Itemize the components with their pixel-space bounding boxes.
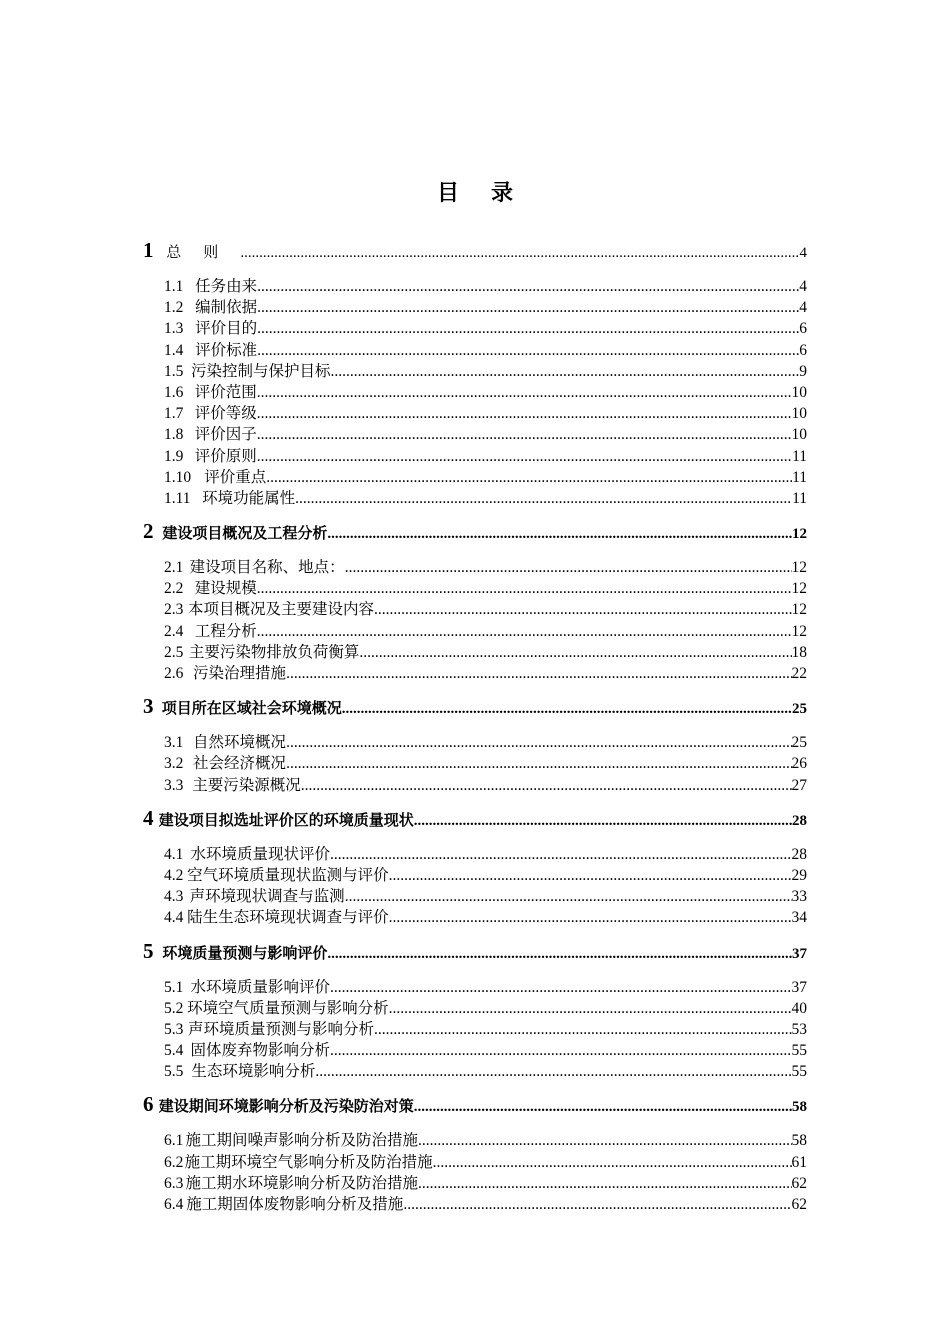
dot-leader (240, 245, 799, 262)
dot-leader (286, 755, 791, 773)
subsection-number: 1.11 (164, 489, 191, 507)
chapter-title: 建设项目概况及工程分析 (162, 524, 328, 543)
subsection-page-number: 40 (791, 999, 807, 1017)
toc-subsection-entry[interactable] (143, 619, 807, 640)
subsection-title: 评价标准 (195, 340, 258, 359)
subsection-number: 6.2 (164, 1153, 184, 1171)
toc-subsection-entry[interactable] (143, 486, 807, 507)
subsection-title: 声环境质量预测与影响分析 (187, 1019, 374, 1038)
dot-leader (433, 1154, 792, 1172)
dot-leader (330, 1042, 791, 1060)
toc-subsection-entry[interactable] (143, 751, 807, 772)
subsection-title: 主要污染物排放负荷衡算 (188, 642, 360, 661)
subsection-number: 1.1 (164, 278, 184, 295)
subsection-number: 6.4 (164, 1196, 184, 1213)
dot-leader (345, 888, 792, 906)
subsection-number: 3.3 (164, 776, 184, 794)
toc-subsection-entry[interactable] (143, 1059, 807, 1080)
toc-subsection-entry[interactable] (143, 359, 807, 380)
subsection-number: 2.1 (164, 559, 184, 577)
subsection-title: 空气环境质量现状监测与评价 (187, 865, 389, 884)
subsection-page-number: 12 (791, 622, 807, 640)
subsection-number: 1.8 (164, 426, 184, 444)
chapter-page-number: 58 (792, 1099, 807, 1116)
subsection-number: 5.2 (164, 999, 184, 1017)
dot-leader (257, 278, 799, 296)
dot-leader (257, 405, 792, 423)
dot-leader (342, 701, 792, 718)
subsection-page-number: 34 (791, 909, 807, 927)
subsection-title: 声环境现状调查与监测 (189, 887, 345, 906)
subsection-title: 生态环境影响分析 (191, 1062, 316, 1081)
chapter-page-number: 25 (792, 701, 807, 718)
toc-subsection-entry[interactable] (143, 996, 807, 1017)
subsection-title: 施工期固体废物影响分析及措施 (186, 1195, 404, 1213)
toc-heading: 目录 (436, 180, 545, 206)
subsection-title: 评价重点 (204, 467, 267, 486)
toc-subsection-entry[interactable] (143, 1017, 807, 1038)
subsection-title: 陆生生态环境现状调查与评价 (187, 908, 389, 927)
table-of-contents (143, 238, 807, 1225)
toc-section (143, 939, 807, 1081)
toc-subsection-entry[interactable] (143, 316, 807, 337)
chapter-page-number: 28 (792, 812, 807, 829)
toc-subsection-entry[interactable] (143, 401, 807, 422)
subsection-page-number: 55 (791, 1063, 807, 1081)
toc-section (143, 806, 807, 927)
chapter-title: 建设项目拟选址评价区的环境质量现状 (158, 810, 414, 829)
dot-leader (257, 299, 799, 317)
chapter-number: 2 (143, 519, 154, 544)
subsection-title: 评价范围 (194, 382, 257, 401)
subsection-title: 施工期间噪声影响分析及防治措施 (185, 1131, 418, 1150)
subsection-title: 环境功能属性 (202, 488, 296, 507)
subsection-page-number: 10 (791, 405, 807, 423)
toc-chapter-entry[interactable] (143, 694, 807, 722)
subsection-title: 固体废弃物影响分析 (190, 1041, 331, 1060)
toc-subsection-entry[interactable] (143, 597, 807, 618)
toc-subsection-entry[interactable] (143, 576, 807, 597)
dot-leader (257, 320, 799, 338)
toc-section (143, 1092, 807, 1213)
toc-subsection-entry[interactable] (143, 380, 807, 401)
dot-leader (266, 469, 792, 487)
subsection-title: 自然环境概况 (193, 733, 287, 752)
toc-subsection-entry[interactable] (143, 905, 807, 926)
subsection-number: 6.1 (164, 1132, 184, 1150)
dot-leader (374, 601, 792, 619)
toc-subsection-entry[interactable] (143, 842, 807, 863)
chapter-number: 4 (143, 805, 154, 830)
subsection-title: 工程分析 (194, 621, 257, 640)
chapter-title: 建设期间环境影响分析及污染防治对策 (158, 1097, 414, 1116)
toc-section (143, 238, 807, 507)
dot-leader (330, 363, 799, 381)
toc-subsection-entry[interactable] (143, 295, 807, 316)
subsection-title: 本项目概况及主要建设内容 (187, 600, 374, 619)
dot-leader (295, 490, 792, 508)
dot-leader (257, 580, 792, 598)
chapter-number: 5 (143, 938, 154, 963)
subsection-title: 评价等级 (194, 404, 257, 423)
subsection-number: 4.3 (164, 888, 184, 906)
chapter-title: 项目所在区域社会环境概况 (161, 699, 342, 718)
dot-leader (257, 426, 792, 444)
subsection-page-number: 29 (791, 866, 807, 884)
subsection-page-number: 12 (791, 580, 807, 598)
subsection-number: 1.2 (164, 299, 184, 317)
toc-chapter-entry[interactable] (143, 238, 807, 266)
subsection-title: 编制依据 (195, 298, 258, 317)
toc-subsection-entry[interactable] (143, 1038, 807, 1059)
subsection-page-number: 4 (799, 299, 807, 317)
dot-leader (257, 384, 792, 402)
chapter-page-number: 4 (799, 245, 807, 261)
chapter-page-number: 37 (792, 945, 807, 962)
subsection-page-number: 25 (791, 734, 807, 752)
subsection-title: 水环境质量影响评价 (190, 977, 331, 996)
subsection-number: 2.2 (164, 580, 184, 598)
chapter-page-number: 12 (792, 526, 807, 543)
toc-subsection-entry[interactable] (143, 1128, 807, 1149)
toc-chapter-entry[interactable] (143, 1092, 807, 1120)
subsection-number: 3.2 (164, 755, 184, 773)
dot-leader (330, 979, 791, 997)
subsection-number: 6.3 (164, 1174, 184, 1192)
subsection-page-number: 12 (791, 559, 807, 577)
subsection-page-number: 58 (791, 1132, 807, 1150)
subsection-number: 1.5 (164, 362, 184, 380)
subsection-page-number: 11 (792, 447, 807, 465)
toc-subsection-entry[interactable] (143, 730, 807, 751)
dot-leader (389, 909, 792, 927)
dot-leader (257, 623, 792, 641)
subsection-title: 社会经济概况 (193, 754, 287, 773)
subsection-page-number: 10 (791, 383, 807, 401)
toc-subsection-entry[interactable] (143, 465, 807, 486)
chapter-title: 环境质量预测与影响评价 (162, 943, 328, 962)
dot-leader (301, 777, 792, 795)
subsection-title: 污染控制与保护目标 (190, 361, 331, 380)
chapter-number: 3 (143, 694, 154, 719)
dot-leader (389, 1000, 792, 1018)
subsection-number: 5.4 (164, 1042, 184, 1060)
toc-subsection-entry[interactable] (143, 863, 807, 884)
subsection-title: 环境空气质量预测与影响分析 (187, 998, 389, 1017)
subsection-number: 2.4 (164, 622, 184, 640)
toc-chapter-entry[interactable] (143, 806, 807, 834)
toc-subsection-entry[interactable] (143, 1150, 807, 1171)
subsection-number: 2.3 (164, 601, 184, 619)
subsection-page-number: 33 (791, 888, 807, 906)
subsection-title: 评价因子 (194, 425, 257, 444)
subsection-page-number: 53 (791, 1020, 807, 1038)
toc-subsection-entry[interactable] (143, 274, 807, 295)
toc-subsection-entry[interactable] (143, 555, 807, 576)
toc-subsection-entry[interactable] (143, 444, 807, 465)
toc-section (143, 519, 807, 682)
subsection-page-number: 62 (791, 1196, 807, 1213)
subsection-page-number: 11 (792, 489, 807, 507)
subsection-page-number: 12 (791, 601, 807, 619)
dot-leader (418, 1175, 792, 1193)
dot-leader (403, 1196, 791, 1214)
dot-leader (327, 526, 792, 543)
dot-leader (418, 1132, 792, 1150)
subsection-number: 4.1 (164, 845, 184, 863)
subsection-number: 1.4 (164, 341, 184, 359)
subsection-number: 5.3 (164, 1020, 184, 1038)
toc-subsection-entry[interactable] (143, 640, 807, 661)
dot-leader (345, 559, 792, 577)
subsection-title: 任务由来 (195, 277, 258, 295)
toc-subsection-entry[interactable] (143, 661, 807, 682)
chapter-number: 6 (143, 1092, 154, 1117)
subsection-page-number: 18 (791, 643, 807, 661)
dot-leader (315, 1063, 791, 1081)
subsection-number: 5.1 (164, 978, 184, 996)
dot-leader (257, 448, 792, 466)
dot-leader (414, 1099, 792, 1116)
subsection-number: 1.7 (164, 405, 184, 423)
dot-leader (286, 734, 791, 752)
subsection-page-number: 26 (791, 755, 807, 773)
subsection-number: 1.6 (164, 383, 184, 401)
toc-subsection-entry[interactable] (143, 338, 807, 359)
subsection-title: 污染治理措施 (193, 664, 287, 682)
toc-subsection-entry[interactable] (143, 773, 807, 794)
subsection-page-number: 6 (799, 320, 807, 338)
subsection-page-number: 10 (791, 426, 807, 444)
subsection-title: 水环境质量现状评价 (190, 844, 331, 863)
subsection-number: 1.3 (164, 320, 184, 338)
toc-subsection-entry[interactable] (143, 422, 807, 443)
subsection-number: 5.5 (164, 1063, 184, 1081)
subsection-page-number: 37 (791, 978, 807, 996)
toc-subsection-entry[interactable] (143, 884, 807, 905)
toc-chapter-entry[interactable] (143, 939, 807, 967)
subsection-title: 施工期水环境影响分析及防治措施 (185, 1173, 418, 1192)
dot-leader (286, 665, 791, 683)
subsection-page-number: 4 (799, 278, 807, 295)
toc-subsection-entry[interactable] (143, 1171, 807, 1192)
subsection-page-number: 55 (791, 1042, 807, 1060)
dot-leader (374, 1021, 792, 1039)
chapter-title: 总则 (166, 243, 241, 261)
toc-chapter-entry[interactable] (143, 519, 807, 547)
subsection-title: 主要污染源概况 (192, 775, 301, 794)
subsection-page-number: 61 (791, 1153, 807, 1171)
subsection-number: 4.2 (164, 866, 184, 884)
subsection-page-number: 62 (791, 1174, 807, 1192)
dot-leader (257, 342, 799, 360)
dot-leader (389, 867, 792, 885)
subsection-title: 评价目的 (195, 319, 258, 338)
toc-subsection-entry[interactable] (143, 975, 807, 996)
subsection-number: 2.5 (164, 643, 184, 661)
dot-leader (330, 846, 791, 864)
chapter-number: 1 (143, 238, 154, 262)
dot-leader (414, 813, 792, 830)
subsection-title: 评价原则 (194, 446, 257, 465)
subsection-number: 4.4 (164, 909, 184, 927)
subsection-page-number: 22 (791, 665, 807, 682)
subsection-page-number: 11 (792, 468, 807, 486)
subsection-number: 2.6 (164, 665, 184, 682)
subsection-title: 建设规模 (194, 579, 257, 598)
subsection-page-number: 9 (799, 362, 807, 380)
dot-leader (327, 946, 792, 963)
subsection-number: 1.9 (164, 447, 184, 465)
toc-subsection-entry[interactable] (143, 1192, 807, 1213)
subsection-page-number: 6 (799, 341, 807, 359)
subsection-page-number: 28 (791, 845, 807, 863)
toc-section (143, 694, 807, 794)
subsection-number: 1.10 (164, 468, 192, 486)
subsection-title: 施工期环境空气影响分析及防治措施 (184, 1152, 433, 1171)
subsection-number: 3.1 (164, 734, 184, 752)
subsection-title: 建设项目名称、地点： (189, 558, 345, 577)
subsection-page-number: 27 (791, 776, 807, 794)
dot-leader (359, 644, 791, 662)
